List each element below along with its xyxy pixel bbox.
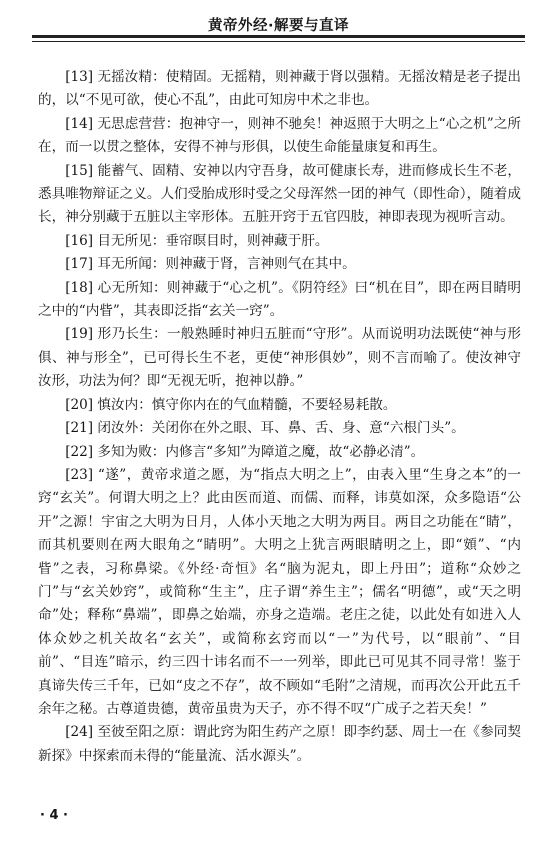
- note-18: [18] 心无所知：则神藏于“心之机”。《阴符经》曰“机在目”，即在两目睛明之中的“内眥”，其表即泛指“玄关一窍”。: [38, 279, 521, 320]
- note-20: [20] 慎汝内：慎守你内在的气血精髓，不要轻易耗散。: [65, 396, 397, 413]
- note-13: [13] 无摇汝精：使精固。无摇精，则神藏于肾以强精。无摇汝精是老子提出的，以“不见可欲，使心不乱”，由此可知房中术之非也。: [38, 69, 521, 109]
- running-header-title: 黄帝外经·解要与直译: [207, 18, 349, 34]
- annotation-body: [38, 66, 521, 768]
- running-header: [32, 10, 525, 48]
- page-number: · 4 ·: [40, 808, 68, 823]
- note-15: [15] 能蓄气、固精、安神以内守吾身，故可健康长寿，进而修成长生不老，悉具唯物辩证之义。人们受胎成形时受之父母浑然一团的神气（即性命），随着成长，神分别藏于五脏以主宰形体。五脏开窍于五官四肢，神即表现为视听言动。: [38, 162, 521, 226]
- note-22: [22] 多知为败：内修言“多知”为障道之魔，故“必静必清”。: [65, 443, 425, 460]
- note-16: [16] 目无所见：垂帘暝目时，则神藏于肝。: [65, 232, 329, 249]
- header-rule-thin: [32, 41, 525, 42]
- note-21: [21] 闭汝外：关闭你在外之眼、耳、鼻、舌、身、意“六根门头”。: [65, 420, 465, 437]
- note-24: [24] 至彼至阳之原：谓此窍为阳生药产之原！即李约瑟、周士一在《参同契新探》中探索而未得的“能量流、活水源头”。: [38, 724, 521, 764]
- header-rule-thick: [32, 35, 525, 38]
- note-23: [23] “遂”，黄帝求道之愿，为“指点大明之上”，由表入里“生身之本”的一窍“玄关”。何谓大明之上？此由医而道、而儒、而释，讳莫如深，众多隐语“公开”之源！宇宙之大明为日月，人体小天地之大明为两目。两目之功能在“睛”，而其机要则在两大眼角之“睛明”。大明之上犹言两眼睛明之上，即“頞”、“内眥”之表，习称鼻梁。《外经·奇恒》名“脑为泥丸，即上丹田”；道称“众妙之门”与“玄关妙窍”，或简称“生主”，庄子谓“养生主”；儒名“明德”，或“天之明命”处；释称“鼻端”，即鼻之始端，亦身之造端。老庄之徒，以此处有如进入人体众妙之机关故名“玄关”，或简称玄窍而以“一”为代号，以“眼前”、“目前”、“目连”暗示，约三四十讳名而不一一列举，即此已可见其不同寻常！鉴于真谛失传三千年，已如“皮之不存”，故不顾如“毛附”之清规，而再次公开此五千余年之秘。古尊道贵德，黄帝虽贵为天子，亦不得不叹“广成子之若天矣！”: [38, 466, 521, 717]
- note-19: [19] 形乃长生：一般熟睡时神归五脏而“守形”。从而说明功法既使“神与形俱、神与形全”，已可得长生不老，更使“神形俱妙”，则不言而喻了。使汝神守汝形，功法为何？即“无视无听，抱神以静。”: [38, 326, 521, 390]
- note-14: [14] 无思虑营营：抱神守一，则神不驰矣！神返照于大明之上“心之机”之所在，而一以贯之整体，安得不神与形俱，以使生命能量康复和再生。: [38, 115, 521, 156]
- note-17: [17] 耳无所闻：则神藏于肾，言神则气在其中。: [65, 256, 356, 273]
